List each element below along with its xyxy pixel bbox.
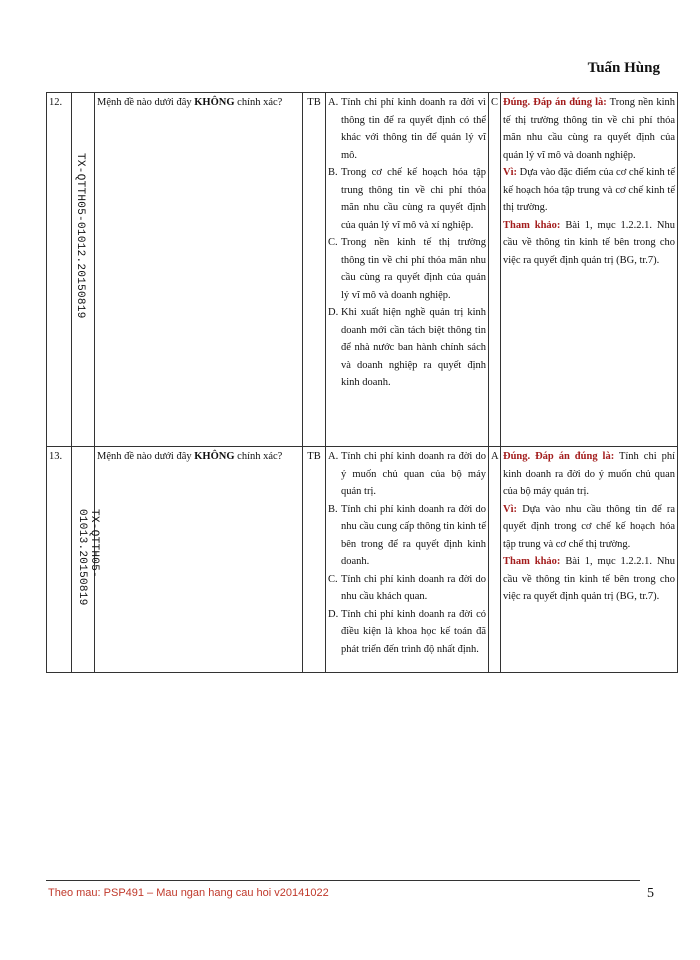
reference-label: Tham khảo:: [503, 556, 561, 567]
question-suffix: chính xác?: [234, 451, 283, 462]
question-code-cell: [72, 93, 95, 447]
correct-text: Trong nền kinh tế thị trường thông tin về chi phí thỏa mãn nhu cầu cùng ra quyết định của quản lý vĩ mô và doanh nghiệp.: [503, 97, 675, 161]
question-number: 13.: [47, 447, 72, 673]
difficulty-level: TB: [303, 447, 326, 673]
question-table: [46, 92, 678, 673]
page-number: 5: [647, 886, 654, 901]
question-code-cell: [72, 447, 100, 673]
option-letter: A.: [328, 451, 339, 462]
correct-text: Tính chi phí kinh doanh ra đời do ý muốn chủ quan của bộ máy quản trị.: [503, 451, 675, 497]
reference-text: Bài 1, mục 1.2.2.1. Nhu cầu về thông tin kinh tế bên trong cho việc ra quyết định quản trị (BG, tr.7).: [503, 556, 676, 602]
question-code: TX-QTTH05- 01013.20150819: [76, 509, 100, 606]
option-c: [328, 571, 486, 606]
correct-label: Đúng. Đáp án đúng là:: [503, 97, 607, 108]
reason-text: Dựa vào nhu cầu thông tin để ra quyết định trong cơ chế kế hoạch hóa tập trung và cơ chế thị trường.: [503, 503, 675, 550]
answer-key: C: [489, 93, 501, 447]
option-d: [328, 606, 486, 659]
footer-template-note: Theo mau: PSP491 – Mau ngan hang cau hoi v20141022: [48, 887, 329, 899]
option-d: [328, 304, 486, 392]
answer-key: A: [489, 447, 501, 673]
option-a: [328, 448, 486, 501]
question-emphasis: KHÔNG: [194, 451, 235, 462]
correct-label: Đúng. Đáp án đúng là:: [503, 451, 615, 462]
option-text: Trong nền kinh tế thị trường thông tin về chi phí thỏa mãn nhu cầu cùng ra quyết định của quản lý vĩ mô và doanh nghiệp.: [341, 237, 486, 301]
option-a: [328, 94, 486, 164]
option-text: Tính chi phí kinh doanh ra đời có điều kiện là khoa học kế toán đã phát triển đến trình độ nhất định.: [341, 608, 486, 655]
option-text: Trong cơ chế kế hoạch hóa tập trung thông tin về chi phí thỏa mãn nhu cầu cùng ra quyết định của quản lý vĩ mô và xí nghiệp.: [341, 167, 486, 231]
option-text: Tính chi phí kinh doanh ra đời do ý muốn chủ quan của bộ máy quản trị.: [341, 451, 486, 497]
option-letter: B.: [328, 167, 338, 178]
difficulty-level: TB: [303, 93, 326, 447]
option-b: [328, 501, 486, 571]
explanation-cell: [501, 93, 678, 447]
options-cell: [326, 447, 489, 673]
question-prefix: Mệnh đề nào dưới đây: [97, 97, 195, 108]
option-c: [328, 234, 486, 304]
option-b: [328, 164, 486, 234]
reference-label: Tham khảo:: [503, 219, 561, 231]
option-letter: C.: [328, 237, 338, 248]
question-text: [95, 93, 303, 447]
footer-divider: [46, 880, 640, 881]
option-text: Tính chi phí kinh doanh ra đời do nhu cầu cung cấp thông tin kinh tế bên trong để ra quyết định kinh doanh.: [341, 503, 486, 567]
reference-text: Bài 1, mục 1.2.2.1. Nhu cầu về thông tin kinh tế bên trong cho việc ra quyết định quản trị (BG, tr.7).: [503, 219, 676, 266]
question-suffix: chính xác?: [234, 97, 283, 108]
option-letter: B.: [328, 503, 338, 515]
option-letter: D.: [328, 608, 339, 620]
question-text: [95, 447, 303, 673]
option-letter: C.: [328, 573, 338, 585]
option-text: Tính chi phí kinh doanh ra đời do nhu cầu khách quan.: [341, 573, 486, 602]
author-name: Tuấn Hùng: [587, 60, 660, 76]
option-letter: D.: [328, 307, 339, 318]
reason-label: Vì:: [503, 503, 517, 515]
option-text: Tính chi phí kinh doanh ra đời vì thông tin để ra quyết định có thể khác với thông tin để quản lý vĩ mô.: [341, 97, 486, 161]
table-row: [47, 93, 678, 447]
question-emphasis: KHÔNG: [194, 97, 235, 108]
question-number: 12.: [47, 93, 72, 447]
options-cell: [326, 93, 489, 447]
option-text: Khi xuất hiện nghề quản trị kinh doanh mới cần tách biệt thông tin để nhà nước ban hành chính sách và doanh nghiệp ra quyết định kinh doanh.: [341, 307, 486, 388]
reason-text: Dựa vào đặc điểm của cơ chế kinh tế kế hoạch hóa tập trung và cơ chế kinh tế thị trường.: [503, 167, 675, 213]
reason-label: Vì:: [503, 167, 517, 178]
table-row: [47, 447, 678, 673]
option-letter: A.: [328, 97, 339, 108]
question-code: TX-QTTH05-01012.20150819: [74, 153, 86, 319]
question-prefix: Mệnh đề nào dưới đây: [97, 451, 195, 462]
explanation-cell: [501, 447, 678, 673]
